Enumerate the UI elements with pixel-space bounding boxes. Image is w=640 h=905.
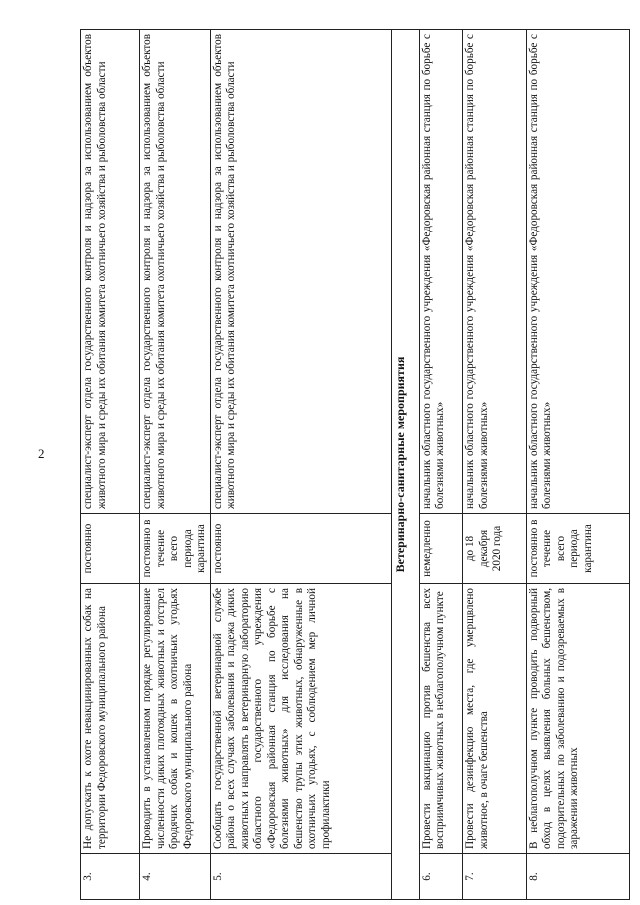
row-number: 4.: [140, 854, 211, 900]
measure-text: В неблагополучном пункте проводить подворный обход в целях выявления больных бешенством, подозрительных по заболеванию и подозреваемых в заражении животных: [526, 584, 629, 854]
deadline: до 18 декабря 2020 года: [463, 514, 527, 584]
section-header-row: [392, 30, 419, 900]
page-number: 2: [38, 446, 45, 461]
measure-text: Не допускать к охоте невакцинированных собак на территории Федоровского муниципального района: [81, 584, 140, 854]
measure-text: Проводить в установленном порядке регулирование численности диких плотоядных животных и отстрел бродячих собак и кошек в охотничьих угодьях Федоровского муниципального района: [140, 584, 211, 854]
row-number: 6.: [419, 854, 463, 900]
responsible: начальник областного государственного учреждения «Федоровская районная станция по борьбе с болезнями животных»: [526, 30, 629, 514]
row-number: 7.: [463, 854, 527, 900]
responsible: начальник областного государственного учреждения «Федоровская районная станция по борьбе с болезнями животных»: [419, 30, 463, 514]
table-row: [463, 30, 527, 900]
deadline: немедленно: [419, 514, 463, 584]
table-row: [210, 30, 392, 900]
deadline: постоянно: [81, 514, 140, 584]
section-title: Ветеринарно-санитарные мероприятия: [392, 30, 419, 900]
table-row: [81, 30, 140, 900]
rotated-table-container: [80, 30, 630, 900]
measure-text: Провести дезинфекцию места, где умерщвлено животное, в очаге бешенства: [463, 584, 527, 854]
table-row: [419, 30, 463, 900]
measure-text: Сообщать государственной ветеринарной службе района о всех случаях заболевания и падежа диких животных и направлять в ветеринарную лабораторию областного государственного учреждения «Федоровская районная станция по борьбе с болезнями животных» для исследования на бешенство трупы этих животных, обнаруженные в охотничьих угодьях, с соблюдением мер личной профилактики: [210, 584, 392, 854]
measure-text: Провести вакцинацию против бешенства всех восприимчивых животных в неблагополучном пункте: [419, 584, 463, 854]
responsible: специалист-эксперт отдела государственного контроля и надзора за использованием объектов животного мира и среды их обитания комитета охотничьего хозяйства и рыболовства области: [140, 30, 211, 514]
responsible: специалист-эксперт отдела государственного контроля и надзора за использованием объектов животного мира и среды их обитания комитета охотничьего хозяйства и рыболовства области: [81, 30, 140, 514]
responsible: специалист-эксперт отдела государственного контроля и надзора за использованием объектов животного мира и среды их обитания комитета охотничьего хозяйства и рыболовства области: [210, 30, 392, 514]
deadline: постоянно в течение всего периода карантина: [140, 514, 211, 584]
responsible: начальник областного государственного учреждения «Федоровская районная станция по борьбе с болезнями животных»: [463, 30, 527, 514]
deadline: постоянно в течение всего периода карантина: [526, 514, 629, 584]
row-number: 3.: [81, 854, 140, 900]
row-number: 5.: [210, 854, 392, 900]
deadline: постоянно: [210, 514, 392, 584]
table-row: [140, 30, 211, 900]
row-number: 8.: [526, 854, 629, 900]
measures-table: [80, 29, 630, 900]
table-row: [526, 30, 629, 900]
